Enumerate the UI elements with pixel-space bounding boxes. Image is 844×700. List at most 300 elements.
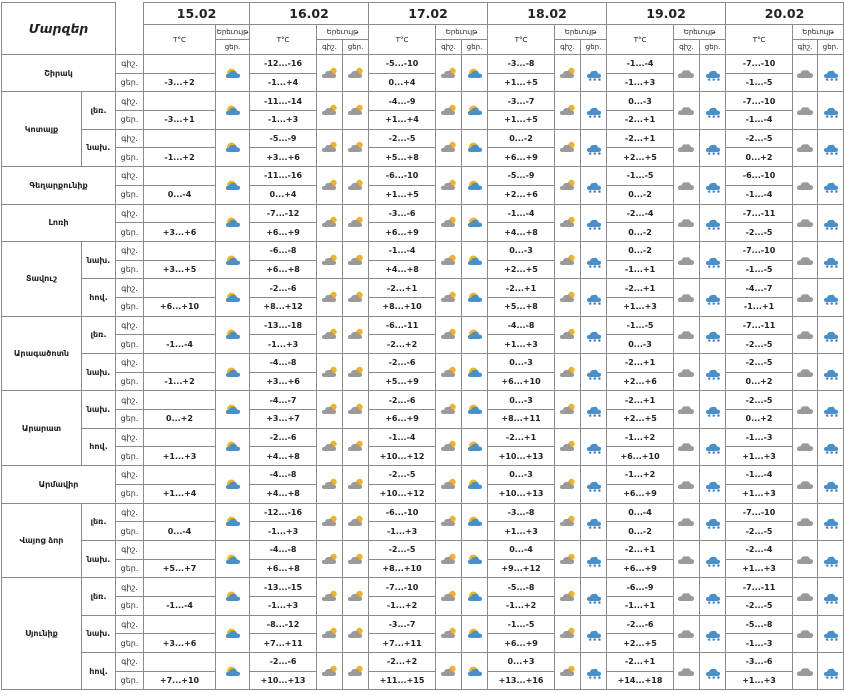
time-of-day: ցեր. (116, 522, 144, 541)
temperature-range: +6...+10 (607, 447, 674, 466)
subregion-label: հով. (82, 428, 116, 465)
cloud-with-sun-icon (557, 552, 578, 567)
temperature-range: +1...+3 (488, 335, 555, 354)
weather-cell (581, 92, 607, 129)
cloud-with-sun-icon (319, 327, 340, 342)
time-of-day: գիշ. (116, 354, 144, 373)
svg-text:✱ ✱ ✱: ✱ ✱ ✱ (588, 375, 602, 381)
weather-cell (436, 241, 462, 278)
weather-cell (343, 466, 369, 503)
weather-cell (555, 615, 581, 652)
snow-cloud-icon (583, 402, 604, 417)
temperature-range: -7...-12 (250, 204, 317, 223)
weather-cell (674, 653, 700, 690)
weather-cell (700, 55, 726, 92)
snow-cloud-icon (820, 178, 841, 193)
cloud-with-sun-icon (557, 514, 578, 529)
weather-cell (317, 354, 343, 391)
temperature-range (144, 92, 216, 111)
weather-cell (343, 653, 369, 690)
cloud-with-sun-icon (557, 253, 578, 268)
weather-cell (436, 354, 462, 391)
cloud-icon (676, 327, 697, 342)
temperature-range (144, 578, 216, 597)
temperature-range (144, 540, 216, 559)
sun-behind-cloud-icon (464, 365, 485, 380)
cloud-icon (795, 290, 816, 305)
temperature-range: -13...-15 (250, 578, 317, 597)
weather-cell (700, 92, 726, 129)
weather-cell (462, 428, 488, 465)
cloud-with-sun-icon (438, 589, 459, 604)
weather-cell (674, 92, 700, 129)
svg-text:✱ ✱ ✱: ✱ ✱ ✱ (707, 151, 721, 157)
svg-text:✱ ✱ ✱: ✱ ✱ ✱ (588, 487, 602, 493)
temperature-range: +1...+3 (726, 559, 793, 578)
temperature-range: +6...+9 (369, 223, 436, 242)
temperature-range: 0...+2 (726, 148, 793, 167)
weather-cell (700, 503, 726, 540)
temperature-range: -5...-9 (488, 167, 555, 186)
weather-cell (793, 204, 818, 241)
weather-cell (700, 466, 726, 503)
sun-behind-cloud-icon (464, 178, 485, 193)
snow-cloud-icon (583, 514, 604, 529)
cloud-with-sun-icon (345, 439, 366, 454)
weather-cell (462, 615, 488, 652)
phenomena-header: Երեւույթ (317, 25, 369, 40)
cloud-with-sun-icon (345, 66, 366, 81)
table-row (2, 316, 844, 335)
temperature-range: +7...+11 (369, 634, 436, 653)
svg-text:✱ ✱ ✱: ✱ ✱ ✱ (707, 76, 721, 82)
temperature-range: -1...-5 (488, 615, 555, 634)
snow-cloud-icon (820, 103, 841, 118)
weather-cell (343, 540, 369, 577)
svg-text:✱ ✱ ✱: ✱ ✱ ✱ (707, 300, 721, 306)
weather-cell (581, 167, 607, 204)
temperature-range: +7...+10 (144, 671, 216, 690)
weather-cell (317, 279, 343, 316)
subregion-label: նախ. (82, 354, 116, 391)
weather-cell (216, 279, 250, 316)
table-row (2, 578, 844, 597)
weather-cell (462, 92, 488, 129)
svg-text:✱ ✱ ✱: ✱ ✱ ✱ (825, 300, 839, 306)
svg-text:✱ ✱ ✱: ✱ ✱ ✱ (588, 674, 602, 680)
sun-behind-cloud-icon (222, 66, 243, 81)
weather-cell (674, 466, 700, 503)
weather-cell (700, 578, 726, 615)
subregion-label: լեռ. (82, 92, 116, 129)
temperature-range: -7...-10 (726, 503, 793, 522)
weather-cell (674, 167, 700, 204)
cloud-with-sun-icon (438, 552, 459, 567)
temperature-range: -2...-5 (726, 391, 793, 410)
table-row (2, 653, 844, 672)
temperature-range: +4...+8 (250, 484, 317, 503)
temperature-range: -1...+2 (144, 148, 216, 167)
snow-cloud-icon (583, 626, 604, 641)
weather-cell (581, 241, 607, 278)
sun-behind-cloud-icon (464, 477, 485, 492)
temperature-range: +5...+9 (369, 372, 436, 391)
weather-cell (555, 391, 581, 428)
cloud-icon (795, 327, 816, 342)
snow-cloud-icon (583, 327, 604, 342)
sun-behind-cloud-icon (222, 365, 243, 380)
snow-cloud-icon (583, 66, 604, 81)
svg-text:✱ ✱ ✱: ✱ ✱ ✱ (825, 487, 839, 493)
weather-cell (317, 204, 343, 241)
snow-cloud-icon (702, 514, 723, 529)
temperature-range: 0...-4 (488, 540, 555, 559)
temperature-range: 0...-4 (607, 503, 674, 522)
cloud-icon (676, 178, 697, 193)
sun-behind-cloud-icon (222, 514, 243, 529)
weather-cell (317, 615, 343, 652)
svg-text:✱ ✱ ✱: ✱ ✱ ✱ (588, 188, 602, 194)
snow-cloud-icon (702, 626, 723, 641)
svg-text:✱ ✱ ✱: ✱ ✱ ✱ (825, 674, 839, 680)
temperature-range: +8...+10 (369, 559, 436, 578)
day-subheader: ցեր. (818, 40, 844, 55)
time-of-day: գիշ. (116, 316, 144, 335)
temperature-range: +4...+8 (488, 223, 555, 242)
weather-cell (793, 55, 818, 92)
temperature-range: -4...-7 (250, 391, 317, 410)
temperature-range: -1...+2 (488, 596, 555, 615)
svg-text:✱ ✱ ✱: ✱ ✱ ✱ (825, 375, 839, 381)
snow-cloud-icon (820, 552, 841, 567)
snow-cloud-icon (820, 253, 841, 268)
weather-cell (818, 55, 844, 92)
snow-cloud-icon (583, 140, 604, 155)
weather-cell (818, 279, 844, 316)
svg-text:✱ ✱ ✱: ✱ ✱ ✱ (825, 188, 839, 194)
time-of-day: գիշ. (116, 391, 144, 410)
snow-cloud-icon (583, 178, 604, 193)
svg-text:✱ ✱ ✱: ✱ ✱ ✱ (825, 599, 839, 605)
weather-cell (581, 503, 607, 540)
sun-behind-cloud-icon (222, 664, 243, 679)
temperature-range: +1...+3 (726, 484, 793, 503)
temperature-range: +6...+8 (250, 260, 317, 279)
weather-cell (555, 55, 581, 92)
sun-behind-cloud-icon (464, 103, 485, 118)
snow-cloud-icon (583, 552, 604, 567)
sun-behind-cloud-icon (222, 253, 243, 268)
time-of-day: ցեր. (116, 260, 144, 279)
weather-cell (581, 316, 607, 353)
phenomena-header: Երեւույթ (793, 25, 844, 40)
cloud-with-sun-icon (319, 664, 340, 679)
cloud-with-sun-icon (345, 626, 366, 641)
cloud-with-sun-icon (438, 402, 459, 417)
cloud-with-sun-icon (319, 290, 340, 305)
temperature-range: +13...+16 (488, 671, 555, 690)
svg-text:✱ ✱ ✱: ✱ ✱ ✱ (825, 151, 839, 157)
subregion-label: լեռ. (82, 316, 116, 353)
weather-cell (343, 316, 369, 353)
weather-cell (317, 55, 343, 92)
temperature-range: -6...-10 (369, 503, 436, 522)
cloud-with-sun-icon (319, 140, 340, 155)
temperature-range: -2...-5 (726, 223, 793, 242)
time-of-day: ցեր. (116, 335, 144, 354)
svg-text:✱ ✱ ✱: ✱ ✱ ✱ (707, 114, 721, 120)
weather-cell (343, 391, 369, 428)
weather-cell (793, 316, 818, 353)
temperature-range: -1...+3 (250, 596, 317, 615)
weather-cell (216, 316, 250, 353)
day-subheader: ցեր. (462, 40, 488, 55)
temperature-range: +1...+3 (607, 297, 674, 316)
sun-behind-cloud-icon (222, 103, 243, 118)
weather-cell (818, 129, 844, 166)
snow-cloud-icon (702, 327, 723, 342)
temperature-range: -6...-10 (726, 167, 793, 186)
temperature-range: -1...-4 (369, 428, 436, 447)
svg-text:✱ ✱ ✱: ✱ ✱ ✱ (588, 114, 602, 120)
weather-cell (462, 167, 488, 204)
temperature-range: +2...+5 (607, 410, 674, 429)
temperature-range (144, 241, 216, 260)
snow-cloud-icon (702, 178, 723, 193)
time-of-day: ցեր. (116, 596, 144, 615)
cloud-icon (676, 589, 697, 604)
temperature-range: -7...-10 (726, 55, 793, 74)
region-name: Տավուշ (2, 241, 82, 316)
cloud-icon (676, 290, 697, 305)
sun-behind-cloud-icon (464, 514, 485, 529)
region-name: Լոռի (2, 204, 116, 241)
weather-cell (317, 241, 343, 278)
temperature-range: -1...+2 (607, 466, 674, 485)
weather-cell (581, 615, 607, 652)
time-of-day: ցեր. (116, 73, 144, 92)
weather-cell (436, 503, 462, 540)
sun-behind-cloud-icon (464, 140, 485, 155)
temperature-range (144, 653, 216, 672)
svg-text:✱ ✱ ✱: ✱ ✱ ✱ (707, 562, 721, 568)
weather-cell (793, 129, 818, 166)
cloud-icon (795, 253, 816, 268)
weather-cell (793, 428, 818, 465)
blank-header-cell (116, 25, 144, 55)
cloud-icon (676, 477, 697, 492)
temperature-range: -1...+2 (144, 372, 216, 391)
time-of-day: գիշ. (116, 428, 144, 447)
table-row (2, 129, 844, 148)
weather-cell (555, 578, 581, 615)
weather-cell (343, 92, 369, 129)
weather-cell (317, 92, 343, 129)
weather-cell (343, 241, 369, 278)
weather-cell (793, 167, 818, 204)
subregion-label: հով. (82, 653, 116, 690)
weather-cell (317, 503, 343, 540)
weather-cell (436, 428, 462, 465)
cloud-with-sun-icon (319, 552, 340, 567)
temperature-range (144, 428, 216, 447)
temperature-range: 0...-4 (144, 185, 216, 204)
time-of-day: ցեր. (116, 671, 144, 690)
weather-cell (674, 428, 700, 465)
snow-cloud-icon (820, 439, 841, 454)
temperature-range: +4...+8 (369, 260, 436, 279)
temperature-range (144, 503, 216, 522)
phenomena-header: Երեւույթ (674, 25, 726, 40)
weather-cell (216, 503, 250, 540)
temperature-range: -2...-5 (369, 129, 436, 148)
temperature-range: +14...+18 (607, 671, 674, 690)
weather-cell (793, 92, 818, 129)
sun-behind-cloud-icon (464, 439, 485, 454)
cloud-with-sun-icon (319, 103, 340, 118)
sun-behind-cloud-icon (464, 552, 485, 567)
weather-cell (581, 466, 607, 503)
temperature-range: +7...+11 (250, 634, 317, 653)
weather-cell (216, 540, 250, 577)
temperature-range (144, 615, 216, 634)
temperature-range: -2...+1 (488, 428, 555, 447)
svg-text:✱ ✱ ✱: ✱ ✱ ✱ (825, 637, 839, 643)
sun-behind-cloud-icon (222, 290, 243, 305)
temperature-range: -6...-10 (369, 167, 436, 186)
cloud-with-sun-icon (557, 215, 578, 230)
cloud-with-sun-icon (557, 626, 578, 641)
region-name: Արարատ (2, 391, 82, 466)
cloud-with-sun-icon (345, 365, 366, 380)
weather-cell (436, 92, 462, 129)
snow-cloud-icon (583, 664, 604, 679)
temperature-range: -4...-8 (250, 354, 317, 373)
svg-text:✱ ✱ ✱: ✱ ✱ ✱ (588, 151, 602, 157)
temperature-range: -2...-5 (726, 522, 793, 541)
cloud-with-sun-icon (345, 140, 366, 155)
weather-cell (700, 279, 726, 316)
weather-cell (462, 653, 488, 690)
cloud-with-sun-icon (438, 140, 459, 155)
temperature-range: -1...-3 (726, 428, 793, 447)
weather-cell (818, 540, 844, 577)
weather-cell (216, 615, 250, 652)
region-name: Արմավիր (2, 466, 116, 503)
day-subheader: ցեր. (700, 40, 726, 55)
temperature-range: +3...+6 (250, 148, 317, 167)
temperature-range: +11...+15 (369, 671, 436, 690)
temperature-range: -1...+3 (607, 73, 674, 92)
svg-text:✱ ✱ ✱: ✱ ✱ ✱ (588, 637, 602, 643)
temperature-range: +1...+5 (369, 185, 436, 204)
temperature-range: 0...-2 (607, 185, 674, 204)
cloud-icon (676, 552, 697, 567)
temperature-range: -5...-8 (726, 615, 793, 634)
temperature-range: -1...-4 (144, 596, 216, 615)
temperature-range (144, 316, 216, 335)
temperature-range: -8...-12 (250, 615, 317, 634)
weather-cell (555, 92, 581, 129)
weather-cell (343, 615, 369, 652)
date-header: 15.02 (144, 3, 250, 25)
cloud-icon (795, 365, 816, 380)
sun-behind-cloud-icon (222, 589, 243, 604)
temperature-range: -2...-6 (369, 354, 436, 373)
cloud-with-sun-icon (557, 477, 578, 492)
time-of-day: ցեր. (116, 559, 144, 578)
time-of-day: գիշ. (116, 540, 144, 559)
snow-cloud-icon (702, 439, 723, 454)
temperature-range: -2...-4 (607, 204, 674, 223)
time-of-day: գիշ. (116, 279, 144, 298)
cloud-with-sun-icon (345, 215, 366, 230)
weather-cell (343, 578, 369, 615)
snow-cloud-icon (583, 103, 604, 118)
cloud-icon (795, 103, 816, 118)
temperature-range: -1...-4 (726, 111, 793, 130)
temperature-range: +1...+4 (369, 111, 436, 130)
weather-cell (317, 167, 343, 204)
cloud-icon (795, 439, 816, 454)
cloud-icon (795, 215, 816, 230)
svg-text:✱ ✱ ✱: ✱ ✱ ✱ (825, 114, 839, 120)
temperature-range: +6...+9 (369, 410, 436, 429)
temperature-range: +1...+5 (488, 73, 555, 92)
temperature-range: -4...-8 (488, 316, 555, 335)
snow-cloud-icon (702, 66, 723, 81)
weather-cell (793, 540, 818, 577)
cloud-with-sun-icon (345, 664, 366, 679)
weather-cell (555, 241, 581, 278)
weather-cell (674, 391, 700, 428)
svg-text:✱ ✱ ✱: ✱ ✱ ✱ (588, 599, 602, 605)
svg-text:✱ ✱ ✱: ✱ ✱ ✱ (588, 76, 602, 82)
temp-header: T°C (250, 25, 317, 55)
weather-cell (343, 428, 369, 465)
temperature-range: -2...-6 (250, 653, 317, 672)
cloud-with-sun-icon (557, 103, 578, 118)
weather-cell (343, 129, 369, 166)
cloud-icon (795, 626, 816, 641)
temperature-range: -2...+1 (607, 391, 674, 410)
cloud-with-sun-icon (557, 365, 578, 380)
cloud-with-sun-icon (319, 402, 340, 417)
weather-cell (818, 503, 844, 540)
temperature-range: -1...-5 (607, 316, 674, 335)
weather-cell (555, 503, 581, 540)
night-subheader: գիշ. (674, 40, 700, 55)
snow-cloud-icon (702, 140, 723, 155)
temperature-range: +8...+12 (250, 297, 317, 316)
snow-cloud-icon (820, 327, 841, 342)
time-of-day: գիշ. (116, 503, 144, 522)
cloud-with-sun-icon (319, 365, 340, 380)
cloud-with-sun-icon (557, 178, 578, 193)
snow-cloud-icon (820, 215, 841, 230)
phenomena-header: Երեւույթ (216, 25, 250, 40)
weather-cell (700, 428, 726, 465)
temperature-range: -2...-4 (726, 540, 793, 559)
weather-cell (700, 354, 726, 391)
weather-cell (700, 129, 726, 166)
weather-cell (317, 428, 343, 465)
svg-text:✱ ✱ ✱: ✱ ✱ ✱ (825, 413, 839, 419)
temperature-range: -1...+3 (250, 335, 317, 354)
weather-cell (216, 428, 250, 465)
weather-cell (674, 129, 700, 166)
temperature-range: -7...-10 (726, 241, 793, 260)
